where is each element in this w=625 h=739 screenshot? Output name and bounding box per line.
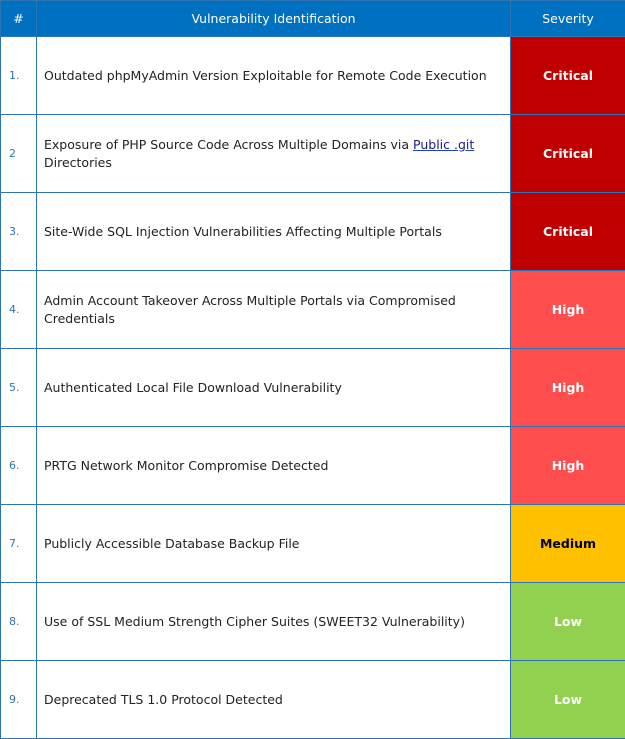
- row-number: 3.: [1, 193, 37, 271]
- vulnerability-title: [37, 115, 511, 193]
- severity-badge: High: [511, 271, 625, 349]
- public-git-link[interactable]: Public .git: [413, 137, 474, 152]
- severity-badge: High: [511, 349, 625, 427]
- table-row: [1, 427, 625, 505]
- vulnerability-title: Site-Wide SQL Injection Vulnerabilities Affecting Multiple Portals: [37, 193, 511, 271]
- row-number: 9.: [1, 661, 37, 739]
- severity-badge: Low: [511, 583, 625, 661]
- table-row: [1, 349, 625, 427]
- column-header-severity: Severity: [511, 1, 625, 37]
- table-row: [1, 37, 625, 115]
- vulnerability-title-text: Exposure of PHP Source Code Across Multiple Domains via: [44, 137, 413, 152]
- column-header-vulnerability: Vulnerability Identification: [37, 1, 511, 37]
- row-number: 5.: [1, 349, 37, 427]
- vulnerability-title: Publicly Accessible Database Backup File: [37, 505, 511, 583]
- vulnerability-title-text: Directories: [44, 155, 112, 170]
- table-row: [1, 505, 625, 583]
- row-number: 7.: [1, 505, 37, 583]
- table-row: [1, 115, 625, 193]
- vulnerability-title: Admin Account Takeover Across Multiple Portals via Compromised Credentials: [37, 271, 511, 349]
- vulnerability-title: Authenticated Local File Download Vulnerability: [37, 349, 511, 427]
- severity-badge: Low: [511, 661, 625, 739]
- severity-badge: High: [511, 427, 625, 505]
- row-number: 8.: [1, 583, 37, 661]
- column-header-number: #: [1, 1, 37, 37]
- row-number: 1.: [1, 37, 37, 115]
- vulnerability-title: PRTG Network Monitor Compromise Detected: [37, 427, 511, 505]
- severity-badge: Critical: [511, 37, 625, 115]
- header-row: [1, 1, 625, 37]
- row-number: 4.: [1, 271, 37, 349]
- severity-badge: Critical: [511, 115, 625, 193]
- vulnerability-title: Outdated phpMyAdmin Version Exploitable for Remote Code Execution: [37, 37, 511, 115]
- row-number: 6.: [1, 427, 37, 505]
- severity-badge: Critical: [511, 193, 625, 271]
- table-row: [1, 661, 625, 739]
- vulnerability-title: Deprecated TLS 1.0 Protocol Detected: [37, 661, 511, 739]
- severity-badge: Medium: [511, 505, 625, 583]
- row-number: 2: [1, 115, 37, 193]
- table-row: [1, 271, 625, 349]
- table-row: [1, 583, 625, 661]
- vulnerability-title: Use of SSL Medium Strength Cipher Suites (SWEET32 Vulnerability): [37, 583, 511, 661]
- table-row: [1, 193, 625, 271]
